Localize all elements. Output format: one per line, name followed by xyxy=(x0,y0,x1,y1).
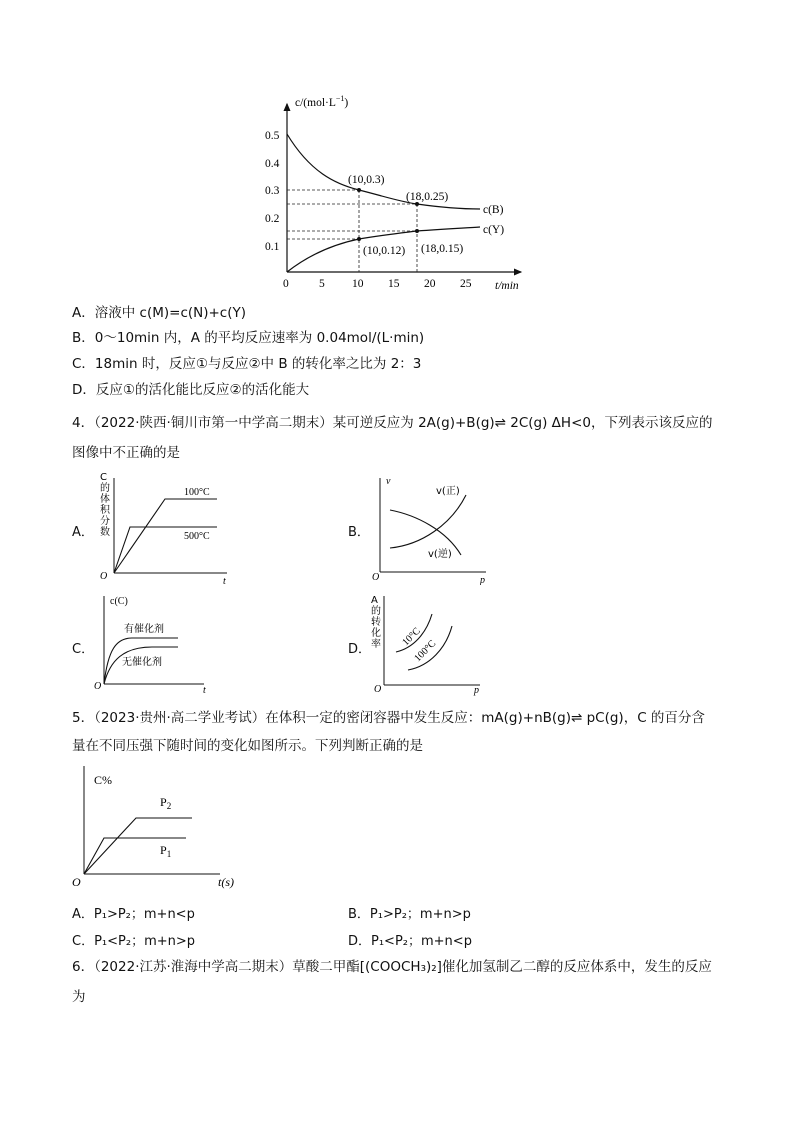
svg-text:A: A xyxy=(371,595,378,606)
q4-graph-d xyxy=(368,590,488,696)
guide-lines xyxy=(287,190,417,272)
q4-graph-c xyxy=(92,590,222,696)
q3-concentration-graph xyxy=(255,92,545,292)
label-cB: c(B) xyxy=(483,204,504,216)
svg-text:分: 分 xyxy=(100,516,110,527)
q3-option-d: D．反应①的活化能比反应②的活化能大 xyxy=(72,382,310,398)
svg-text:积: 积 xyxy=(100,505,110,516)
svg-text:500°C: 500°C xyxy=(184,531,210,542)
q4-stem-line2: 图像中不正确的是 xyxy=(72,445,180,461)
q4-graph-a xyxy=(92,470,242,585)
q6-stem-line2: 为 xyxy=(72,989,86,1005)
q4-marker-a: A． xyxy=(72,525,94,540)
x-axis-label: t/min xyxy=(495,280,519,292)
svg-text:t: t xyxy=(203,685,206,696)
svg-text:的: 的 xyxy=(371,606,381,617)
q3-option-a: A．溶液中 c(M)=c(N)+c(Y) xyxy=(72,305,247,321)
svg-text:t: t xyxy=(223,576,226,585)
q4-graph-b xyxy=(366,470,496,585)
q5-option-b: B．P₁>P₂；m+n>p xyxy=(348,907,471,922)
label-10-0.3: (10,0.3) xyxy=(348,174,385,186)
x-tick-0: 0 xyxy=(283,278,289,290)
label-18-0.15: (18,0.15) xyxy=(421,243,464,255)
point-10-0.12 xyxy=(357,237,361,241)
label-cY: c(Y) xyxy=(483,224,505,236)
svg-text:100°C: 100°C xyxy=(184,487,210,498)
svg-text:O: O xyxy=(372,572,380,583)
svg-text:t(s): t(s) xyxy=(218,875,234,889)
svg-text:C%: C% xyxy=(94,773,112,787)
svg-text:p: p xyxy=(474,685,479,696)
curve-cB xyxy=(287,134,480,209)
svg-text:数: 数 xyxy=(100,527,110,538)
svg-text:v: v xyxy=(386,476,391,487)
q5-option-c: C．P₁<P₂；m+n>p xyxy=(72,934,196,949)
y-tick-0.1: 0.1 xyxy=(265,241,280,253)
x-tick-10: 10 xyxy=(352,278,364,290)
q3-option-c: C．18min 时，反应①与反应②中 B 的转化率之比为 2：3 xyxy=(72,356,422,372)
point-18-0.15 xyxy=(415,229,419,233)
svg-text:O: O xyxy=(94,681,102,692)
svg-text:O: O xyxy=(374,684,382,695)
svg-text:10°C: 10°C xyxy=(400,625,423,649)
y-axis-label: $c/(mol\cdot L^{-1})$ xyxy=(295,94,349,109)
q4-marker-b: B． xyxy=(348,525,370,540)
y-tick-0.5: 0.5 xyxy=(265,130,280,142)
x-tick-25: 25 xyxy=(460,278,472,290)
svg-text:P1: $P_1$ xyxy=(160,843,172,859)
x-tick-5: 5 xyxy=(319,278,325,290)
svg-text:转: 转 xyxy=(371,617,381,628)
svg-text:O: O xyxy=(100,571,108,582)
q6-stem-line1: 6．（2022·江苏·淮海中学高二期末）草酸二甲酯[(COOCH₃)₂]催化加氢制乙二醇的反应体系中，发生的反应 xyxy=(72,959,712,975)
svg-text:c(C): c(C) xyxy=(110,596,128,607)
x-tick-15: 15 xyxy=(388,278,400,290)
svg-text:P2: $P_2$ xyxy=(160,795,172,811)
svg-text:无催化剂: 无催化剂 xyxy=(122,657,162,668)
q4-marker-c: C． xyxy=(72,642,95,657)
y-tick-0.4: 0.4 xyxy=(265,158,280,170)
svg-text:的: 的 xyxy=(100,483,110,494)
svg-text:化: 化 xyxy=(371,628,381,639)
q5-option-d: D．P₁<P₂；m+n<p xyxy=(348,934,472,949)
label-10-0.12: (10,0.12) xyxy=(363,245,406,257)
label-18-0.25: (18,0.25) xyxy=(406,191,449,203)
svg-text:率: 率 xyxy=(371,639,381,650)
svg-text:v(正): v(正) xyxy=(436,486,460,497)
svg-text:p: p xyxy=(480,575,485,585)
q5-stem-line2: 量在不同压强下随时间的变化如图所示。下列判断正确的是 xyxy=(72,738,423,754)
point-10-0.3 xyxy=(357,188,361,192)
y-tick-0.2: 0.2 xyxy=(265,213,280,225)
q4-stem-line1: 4．（2022·陕西·铜川市第一中学高二期末）某可逆反应为 2A(g)+B(g)⇌ 2C(g) ΔH<0，下列表示该反应的 xyxy=(72,415,713,431)
svg-text:C: C xyxy=(100,472,107,483)
svg-text:100°C: 100°C xyxy=(412,638,439,665)
q5-stem-line1: 5．（2023·贵州·高二学业考试）在体积一定的密闭容器中发生反应：mA(g)+nB(g)⇌ pC(g)，C 的百分含 xyxy=(72,710,705,726)
q3-option-b: B．0～10min 内，A 的平均反应速率为 0.04mol/(L·min) xyxy=(72,330,425,346)
svg-text:O: O xyxy=(72,875,81,889)
q5-option-a: A．P₁>P₂；m+n<p xyxy=(72,907,195,922)
q4-marker-d: D． xyxy=(348,642,372,657)
q5-graph xyxy=(68,762,258,892)
y-tick-0.3: 0.3 xyxy=(265,185,280,197)
svg-text:v(逆): v(逆) xyxy=(428,549,452,560)
svg-text:有催化剂: 有催化剂 xyxy=(124,624,164,635)
svg-text:体: 体 xyxy=(100,494,110,505)
x-tick-20: 20 xyxy=(424,278,436,290)
